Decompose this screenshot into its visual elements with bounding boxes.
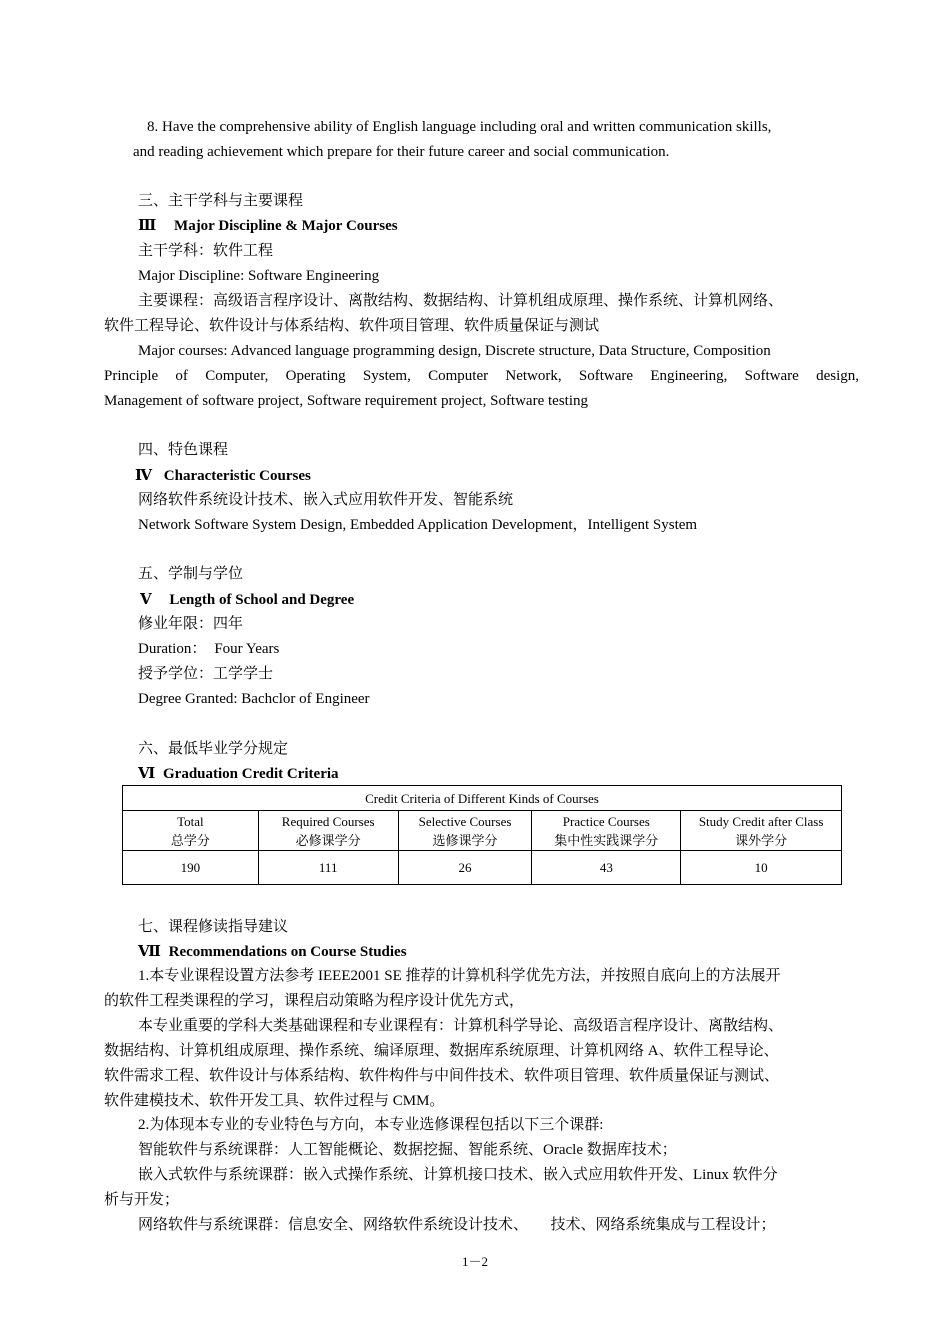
major-courses-en-line-2: Principle of Computer, Operating System, Computer Network, Software Engineering, Software design, [104,368,859,384]
header-total: Total 总学分 [123,811,259,851]
table-header-row [123,811,842,851]
item-8-line-2: and reading achievement which prepare for their future career and social communication. [133,144,670,160]
section-4-numeral: Ⅳ [135,468,153,484]
section-5-heading-en [140,590,354,610]
recommendation-p3: 2.为体现本专业的专业特色与方向，本专业选修课程包括以下三个课群: [138,1117,604,1133]
major-discipline-cn: 主干学科：软件工程 [138,243,274,259]
value-required: 111 [258,851,398,885]
section-6-heading-cn: 六、最低毕业学分规定 [138,741,289,757]
section-6-heading-en [138,764,339,784]
value-total: 190 [123,851,259,885]
recommendation-p5-line-2: 析与开发； [104,1192,180,1208]
degree-en: Degree Granted: Bachclor of Engineer [138,691,370,707]
section-7-heading-cn: 七、课程修读指导建议 [138,919,289,935]
section-5-heading-cn: 五、学制与学位 [138,566,244,582]
credit-criteria-table [122,785,842,885]
section-3-heading-en [138,216,398,236]
table-caption: Credit Criteria of Different Kinds of Courses [123,786,842,811]
header-after-class: Study Credit after Class 课外学分 [681,811,842,851]
duration-en-value: Four Years [214,641,280,657]
section-4-heading-cn: 四、特色课程 [138,442,229,458]
duration-en-label: Duration： [138,641,207,657]
page-number: 1－2 [461,1254,488,1269]
item-8-line-1: 8. Have the comprehensive ability of English language including oral and written communication skills, [147,119,772,135]
header-practice: Practice Courses 集中性实践课学分 [532,811,681,851]
recommendation-p5-line-1: 嵌入式软件与系统课群：嵌入式操作系统、计算机接口技术、嵌入式应用软件开发、Linux 软件分 [138,1167,778,1183]
major-courses-en-line-3: Management of software project, Software requirement project, Software testing [104,393,588,409]
section-5-numeral: Ⅴ [140,592,152,608]
major-courses-cn-line-1: 主要课程：高级语言程序设计、离散结构、数据结构、计算机组成原理、操作系统、计算机网络、 [138,293,784,309]
major-courses-cn-line-2: 软件工程导论、软件设计与体系结构、软件项目管理、软件质量保证与测试 [104,318,600,334]
characteristic-courses-en: Network Software System Design, Embedded Application Development，Intelligent System [138,517,698,533]
section-7-numeral: Ⅶ [138,944,161,960]
section-7-title: Recommendations on Course Studies [168,944,407,960]
recommendation-p1-line-1: 1.本专业课程设置方法参考 IEEE2001 SE 推荐的计算机科学优先方法，并按照自底向上的方法展开 [138,968,781,984]
section-3-heading-cn: 三、主干学科与主要课程 [138,193,304,209]
value-practice: 43 [532,851,681,885]
duration-cn: 修业年限：四年 [138,616,244,632]
section-3-title: Major Discipline & Major Courses [174,218,398,234]
value-after-class: 10 [681,851,842,885]
section-4-heading-en [135,466,311,486]
section-6-title: Graduation Credit Criteria [163,766,339,782]
section-5-title: Length of School and Degree [169,592,355,608]
major-courses-en-line-1: Major courses: Advanced language programming design, Discrete structure, Data Structure, Composition [138,343,771,359]
header-required: Required Courses 必修课学分 [258,811,398,851]
section-3-numeral: Ⅲ [138,218,157,234]
degree-cn: 授予学位：工学学士 [138,666,274,682]
major-discipline-en: Major Discipline: Software Engineering [138,268,380,284]
duration-en [138,639,279,659]
recommendation-p1-line-2: 的软件工程类课程的学习，课程启动策略为程序设计优先方式， [104,993,525,1009]
recommendation-p2-line-2: 数据结构、计算机组成原理、操作系统、编译原理、数据库系统原理、计算机网络 A、软件工程导论、 [104,1043,779,1059]
recommendation-p2-line-4: 软件建模技术、软件开发工具、软件过程与 CMM。 [104,1093,445,1109]
section-4-title: Characteristic Courses [163,468,311,484]
section-7-heading-en [138,942,407,962]
recommendation-p2-line-1: 本专业重要的学科大类基础课程和专业课程有：计算机科学导论、高级语言程序设计、离散结构、 [138,1018,784,1034]
recommendation-p2-line-3: 软件需求工程、软件设计与体系结构、软件构件与中间件技术、软件项目管理、软件质量保证与测试、 [104,1068,780,1084]
section-6-numeral: Ⅵ [138,766,156,782]
table-row [123,851,842,885]
header-selective: Selective Courses 选修课学分 [398,811,532,851]
recommendation-p4: 智能软件与系统课群：人工智能概论、数据挖掘、智能系统、Oracle 数据库技术； [138,1142,677,1158]
value-selective: 26 [398,851,532,885]
characteristic-courses-cn: 网络软件系统设计技术、嵌入式应用软件开发、智能系统 [138,492,514,508]
recommendation-p6: 网络软件与系统课群：信息安全、网络软件系统设计技术、 技术、网络系统集成与工程设计； [138,1217,776,1233]
